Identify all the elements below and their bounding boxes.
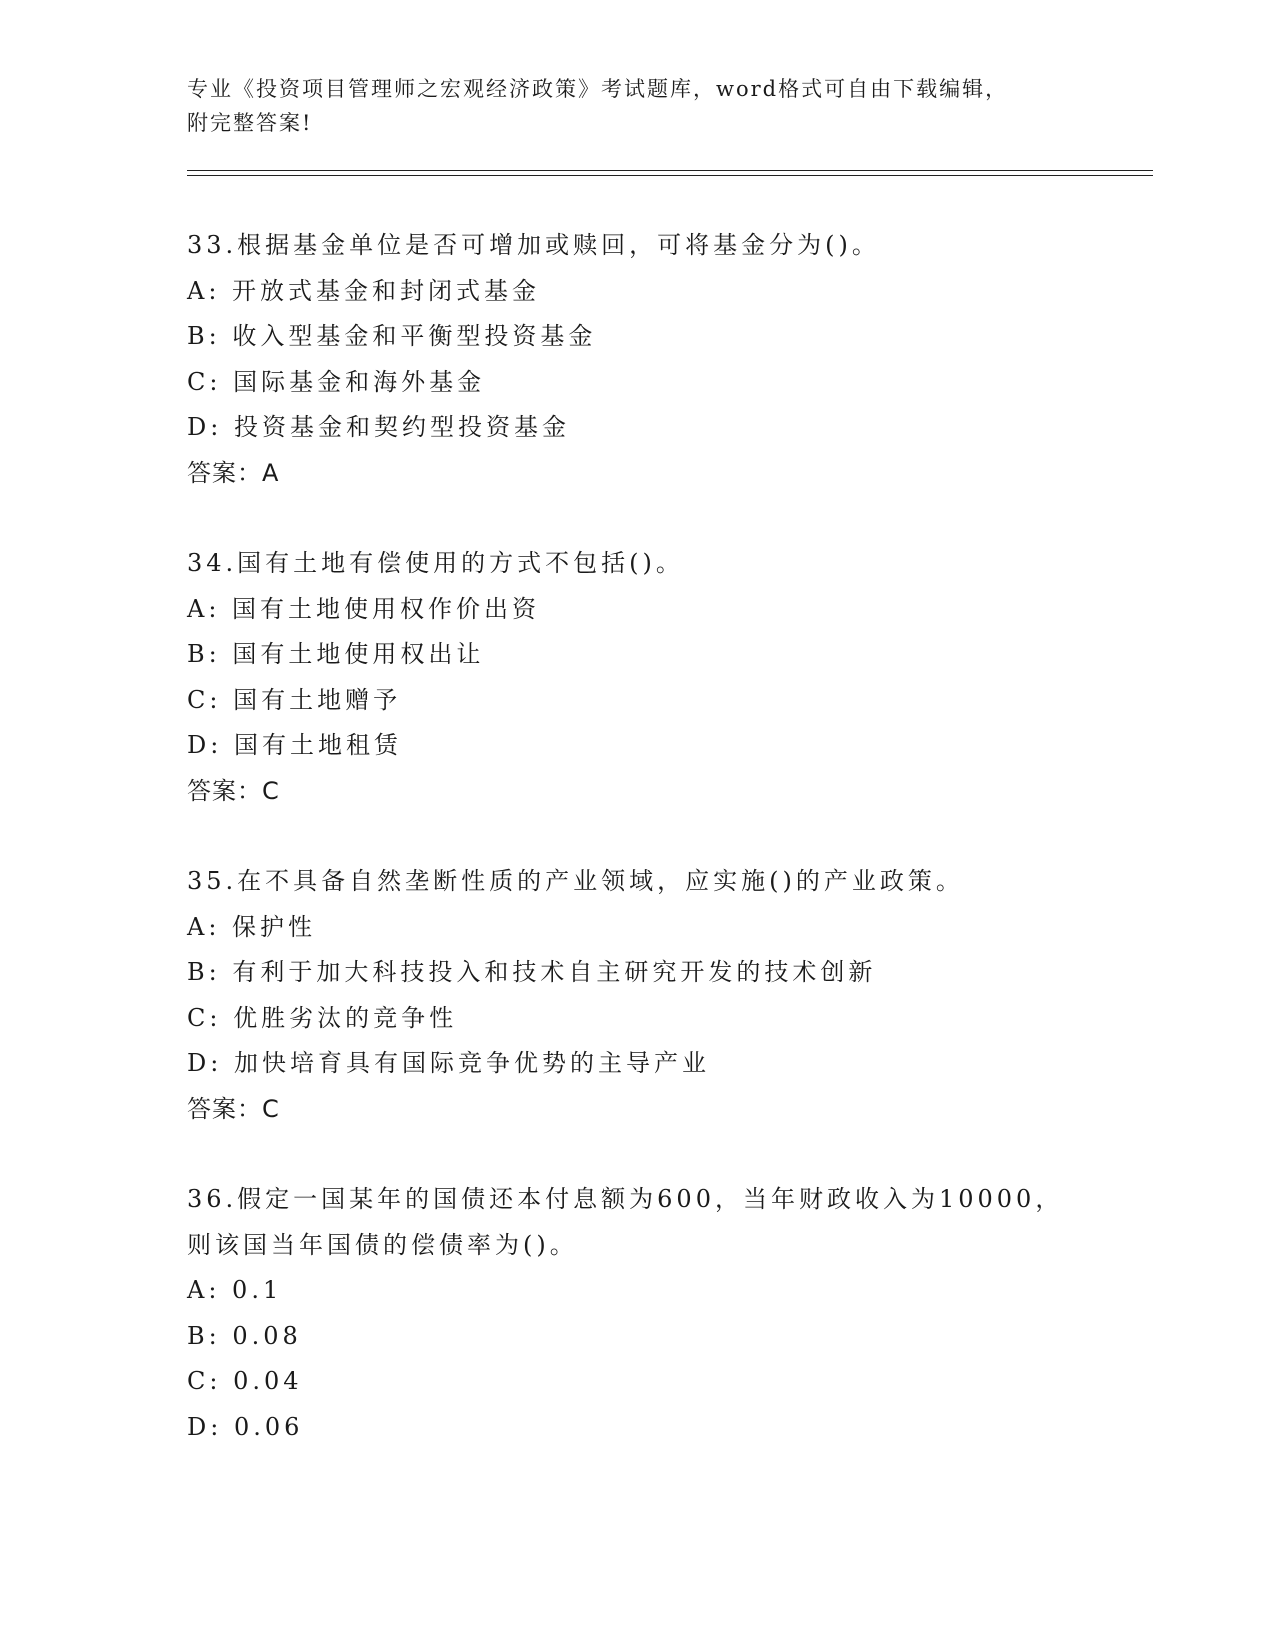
option-b: B: 0.08 [187, 1321, 302, 1350]
option-b: B: 收入型基金和平衡型投资基金 [187, 322, 597, 350]
option-a: A: 开放式基金和封闭式基金 [187, 276, 541, 305]
header-divider-top [187, 170, 1153, 171]
option-c: C: 国有土地赠予 [187, 685, 402, 714]
question-34 [187, 541, 1087, 814]
option-d: D: 0.06 [187, 1412, 304, 1441]
question-33 [187, 223, 1087, 496]
question-stem-line-1: 36.假定一国某年的国债还本付息额为600，当年财政收入为10000， [187, 1185, 1064, 1213]
question-36 [187, 1177, 1087, 1450]
option-a: A: 保护性 [187, 912, 317, 941]
option-a: A: 0.1 [187, 1276, 283, 1304]
answer: 答案：C [187, 1094, 280, 1123]
option-b: B: 国有土地使用权出让 [187, 640, 485, 668]
document-header [187, 72, 1087, 140]
question-stem: 35.在不具备自然垄断性质的产业领域，应实施()的产业政策。 [187, 867, 964, 895]
header-divider-bottom [187, 175, 1153, 176]
option-d: D: 国有土地租赁 [187, 731, 402, 759]
answer: 答案：A [187, 458, 280, 487]
option-c: C: 国际基金和海外基金 [187, 367, 486, 396]
question-35 [187, 859, 1087, 1132]
option-d: D: 投资基金和契约型投资基金 [187, 413, 570, 441]
option-a: A: 国有土地使用权作价出资 [187, 594, 541, 623]
question-stem: 33.根据基金单位是否可增加或赎回，可将基金分为()。 [187, 231, 880, 259]
header-line-2: 附完整答案! [187, 111, 313, 135]
option-d: D: 加快培育具有国际竞争优势的主导产业 [187, 1049, 710, 1077]
question-stem: 34.国有土地有偿使用的方式不包括()。 [187, 549, 684, 577]
option-b: B: 有利于加大科技投入和技术自主研究开发的技术创新 [187, 958, 877, 986]
option-c: C: 0.04 [187, 1367, 303, 1395]
answer: 答案：C [187, 776, 280, 805]
option-c: C: 优胜劣汰的竞争性 [187, 1003, 458, 1032]
header-line-1: 专业《投资项目管理师之宏观经济政策》考试题库，word格式可自由下载编辑， [187, 77, 1009, 101]
question-stem-line-2: 则该国当年国债的偿债率为()。 [187, 1230, 578, 1259]
